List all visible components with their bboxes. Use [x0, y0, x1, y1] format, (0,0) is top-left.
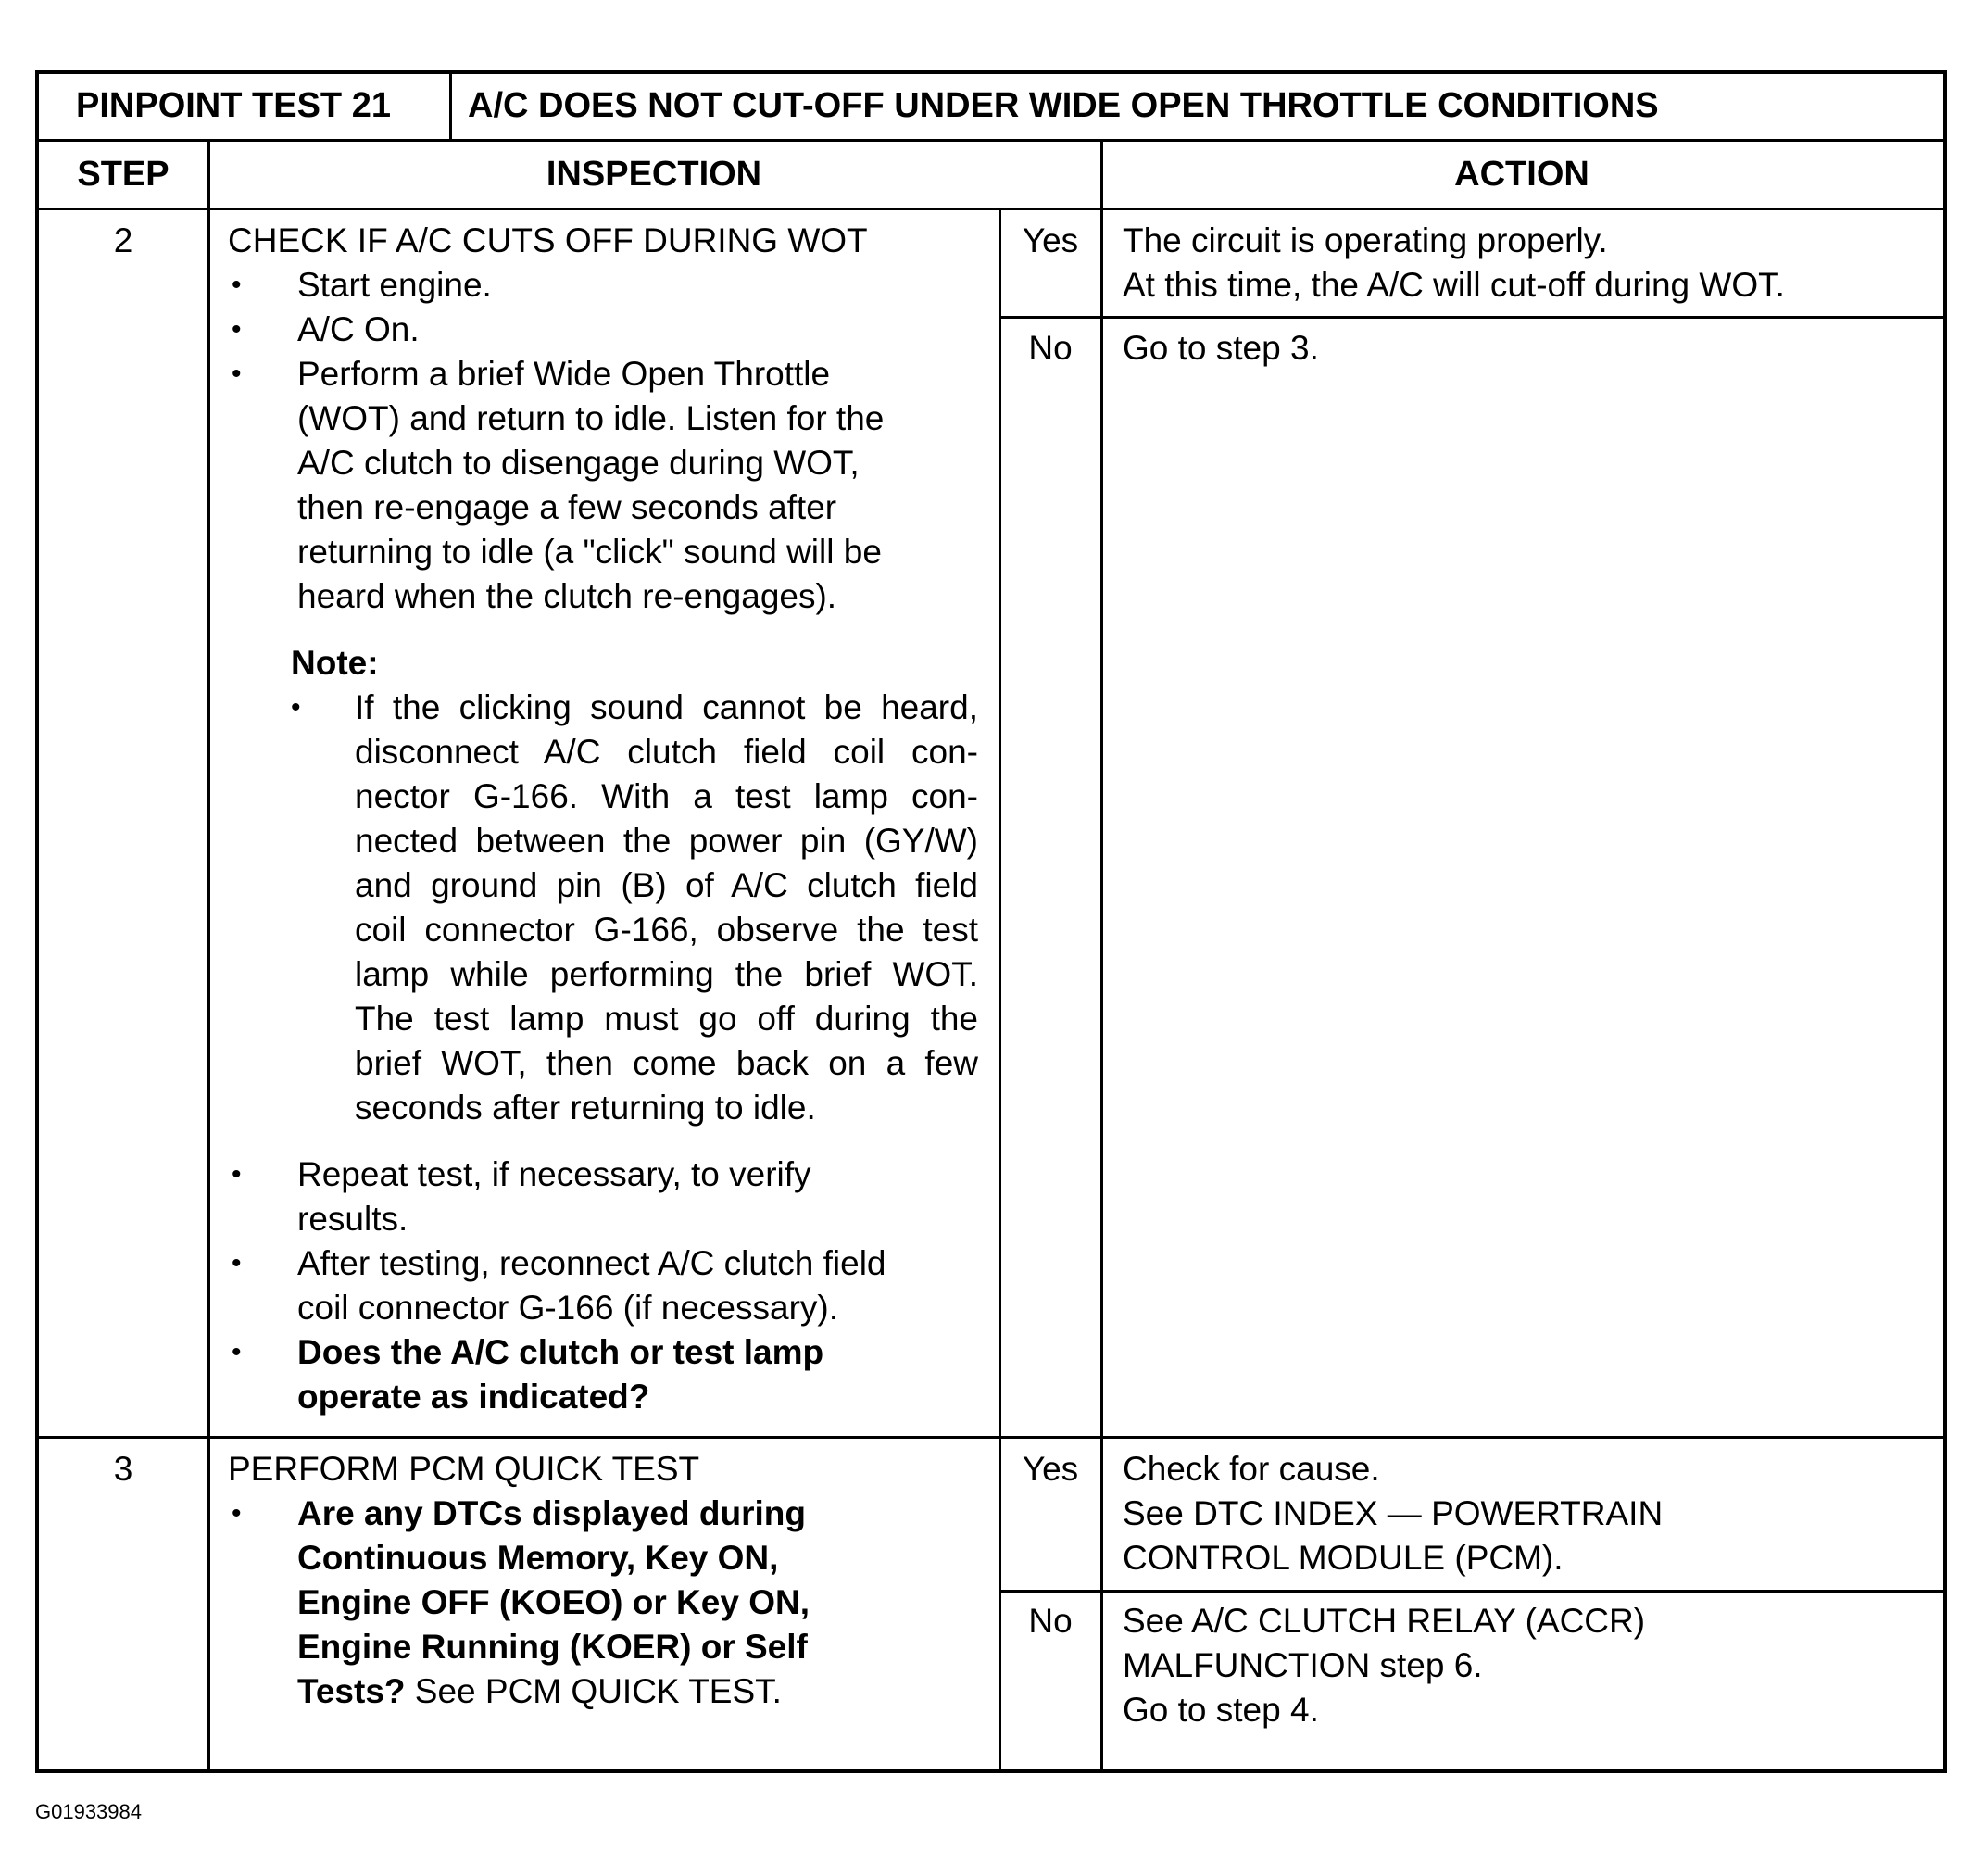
- inspection-bullet-line: returning to idle (a "click" sound will be: [297, 533, 882, 571]
- inspection-bullet: Start engine.: [297, 266, 492, 304]
- inspection-bullet-line: Perform a brief Wide Open Throttle: [297, 355, 831, 393]
- yes-action-line: Check for cause.: [1123, 1450, 1380, 1488]
- bullet-icon: •: [232, 1248, 242, 1278]
- rule-yesno-col: [999, 208, 1001, 1770]
- no-label: No: [1028, 1602, 1073, 1640]
- note-line: disconnect A/C clutch field coil con-: [355, 733, 978, 771]
- inspection-bullet-line: Repeat test, if necessary, to verify: [297, 1155, 811, 1193]
- yes-label: Yes: [1022, 1450, 1079, 1488]
- bullet-icon: •: [232, 1337, 242, 1367]
- rule-action-col: [1100, 140, 1103, 1770]
- rule-header-divider: [449, 74, 452, 141]
- col-action: ACTION: [1454, 155, 1589, 194]
- no-action-line: Go to step 3.: [1123, 329, 1319, 367]
- inspection-question-line: operate as indicated?: [297, 1378, 650, 1416]
- yes-action-line: See DTC INDEX — POWERTRAIN: [1123, 1494, 1664, 1532]
- figure-id: G01933984: [35, 1800, 142, 1823]
- col-inspection: INSPECTION: [546, 155, 762, 194]
- rule-header: [39, 139, 1943, 142]
- inspection-question-last-line: [297, 1669, 782, 1714]
- inspection-question-line: Continuous Memory, Key ON,: [297, 1539, 779, 1577]
- inspection-bullet-line: (WOT) and return to idle. Listen for the: [297, 399, 885, 437]
- step-number: 3: [113, 1450, 133, 1488]
- inspection-bullet-line: then re-engage a few seconds after: [297, 488, 837, 526]
- no-action-line: Go to step 4.: [1123, 1691, 1319, 1729]
- inspection-bullet-line: heard when the clutch re-engages).: [297, 577, 837, 615]
- col-step: STEP: [77, 155, 170, 194]
- note-line: coil connector G-166, observe the test: [355, 911, 978, 949]
- note-line: nected between the power pin (GY/W): [355, 822, 978, 860]
- no-action-line: MALFUNCTION step 6.: [1123, 1646, 1483, 1684]
- note-line: nector G-166. With a test lamp con-: [355, 777, 978, 815]
- inspection-bullet-line: results.: [297, 1200, 408, 1238]
- bullet-icon: •: [232, 314, 242, 345]
- yes-action-line: The circuit is operating properly.: [1123, 221, 1608, 259]
- inspection-question-line: Are any DTCs displayed during: [297, 1494, 806, 1532]
- inspection-title: CHECK IF A/C CUTS OFF DURING WOT: [228, 221, 868, 259]
- yes-action-line: At this time, the A/C will cut-off during WOT.: [1123, 266, 1785, 304]
- test-title: A/C DOES NOT CUT-OFF UNDER WIDE OPEN THROTTLE CONDITIONS: [468, 86, 1659, 125]
- pinpoint-test-table: [35, 70, 1947, 1773]
- inspection-question-line: Engine Running (KOER) or Self: [297, 1628, 808, 1666]
- inspection-bullet-line: A/C clutch to disengage during WOT,: [297, 444, 860, 482]
- bullet-icon: •: [291, 692, 301, 723]
- note-line: The test lamp must go off during the: [355, 1000, 978, 1038]
- rule-step3-yesno: [999, 1590, 1943, 1593]
- inspection-reference: See PCM QUICK TEST.: [405, 1672, 782, 1710]
- inspection-question-line: Engine OFF (KOEO) or Key ON,: [297, 1583, 810, 1621]
- yes-action-line: CONTROL MODULE (PCM).: [1123, 1539, 1564, 1577]
- note-line: and ground pin (B) of A/C clutch field: [355, 866, 978, 904]
- inspection-bullet-line: coil connector G-166 (if necessary).: [297, 1289, 839, 1327]
- bullet-icon: •: [232, 359, 242, 389]
- rule-step2-yesno: [999, 316, 1943, 319]
- no-label: No: [1028, 329, 1073, 367]
- inspection-question-text: Tests?: [297, 1672, 406, 1710]
- note-line: brief WOT, then come back on a few: [355, 1044, 978, 1082]
- inspection-question-line: Does the A/C clutch or test lamp: [297, 1333, 824, 1371]
- note-line: seconds after returning to idle.: [355, 1089, 816, 1127]
- note-label: Note:: [291, 644, 379, 682]
- bullet-icon: •: [232, 1159, 242, 1190]
- yes-label: Yes: [1022, 221, 1079, 259]
- rule-columns: [39, 208, 1943, 210]
- inspection-bullet: A/C On.: [297, 310, 420, 348]
- bullet-icon: •: [232, 1498, 242, 1529]
- rule-step-col: [207, 140, 210, 1770]
- note-line: If the clicking sound cannot be heard,: [355, 688, 978, 726]
- no-action-line: See A/C CLUTCH RELAY (ACCR): [1123, 1602, 1646, 1640]
- inspection-title: PERFORM PCM QUICK TEST: [228, 1450, 700, 1488]
- test-label: PINPOINT TEST 21: [76, 86, 391, 125]
- bullet-icon: •: [232, 270, 242, 300]
- inspection-bullet-line: After testing, reconnect A/C clutch field: [297, 1244, 886, 1282]
- rule-step3: [39, 1436, 1943, 1439]
- step-number: 2: [113, 221, 133, 259]
- note-line: lamp while performing the brief WOT.: [355, 955, 978, 993]
